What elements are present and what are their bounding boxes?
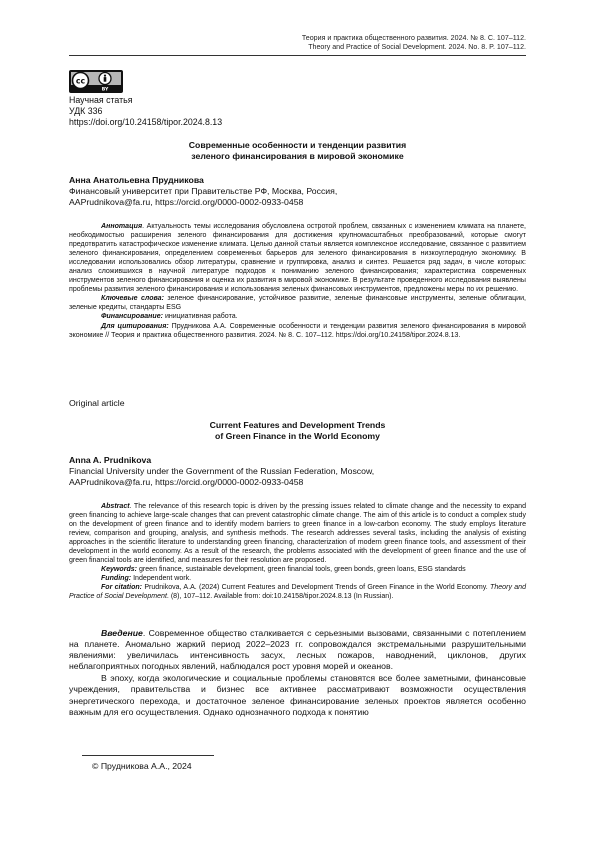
abstract-en-block	[69, 502, 526, 602]
funding-ru-label: Финансирование:	[101, 313, 163, 321]
keywords-ru-text: зеленое финансирование, устойчивое развитие, зеленые финансовые инструменты, зеленые облигации, зеленые кредиты, стандарты ESG	[69, 295, 526, 312]
keywords-ru	[69, 294, 526, 312]
running-header-ru: Теория и практика общественного развития. 2024. № 8. С. 107–112.	[301, 34, 526, 42]
article-type-en: Original article	[69, 398, 125, 408]
running-header	[226, 34, 526, 52]
abstract-ru-text: . Актуальность темы исследования обусловлена остротой проблем, связанных с изменением климата на планете, необходимостью расширения зеленого финансирования для достижения крупномасштабных преобразований, которые смогут предотвратить катастрофическое изменение климата. Целью данной статьи является комплексное исследование, связанное с развитием зеленого финансирования, определением современных барьеров для зеленого финансирования в низкоуглеродную экономику. В исследовании использовались обзор литературы, сравнение и группировка, анализ и синтез. Решается ряд задач, в числе которых: анализ сложившихся в научной литературе подходов к пониманию зеленого финансирования; характеристика современных инструментов зеленого финансирования и оценка их развития в мировой экономике. В результате проведенного исследования выявлены проблемы развития зеленого финансирования и использования зеленых финансовых инструментов, предложены меры по их решению.	[69, 223, 526, 294]
citation-en-label: For citation:	[101, 584, 143, 592]
body-text	[69, 628, 526, 718]
intro-label: Введение	[101, 628, 143, 638]
intro-paragraph	[69, 628, 526, 672]
citation-en	[69, 583, 526, 601]
funding-ru-text: инициативная работа.	[162, 313, 238, 321]
title-en	[69, 420, 526, 442]
body-paragraph-2: В эпоху, когда экологические и социальные проблемы становятся все более заметными, финансовые учреждения, правительства и бизнес все активнее рассматривают возможности осуществления энергетического перехода, и достаточное зеленое финансирование зеленых проектов является особенно важным для его осуществления. Однако однозначного подхода к понятию	[69, 673, 526, 717]
citation-en-journal: Theory and Practice of Social Development	[69, 584, 526, 601]
title-ru-line2: зеленого финансирования в мировой экономике	[191, 151, 404, 161]
cc-mark: cc	[75, 76, 86, 86]
citation-ru-label: Для цитирования:	[101, 322, 169, 330]
citation-en-text-2: . (8), 107–112. Available from: doi:10.24158/tipor.2024.8.13 (In Russian).	[166, 593, 394, 601]
funding-en-text: Independent work.	[131, 575, 192, 583]
affiliation-ru	[69, 186, 529, 208]
affiliation-en-line: Financial University under the Government of the Russian Federation, Moscow,	[69, 466, 375, 476]
footnote-divider	[82, 755, 214, 756]
funding-ru	[69, 312, 526, 321]
funding-en-label: Funding:	[101, 575, 132, 583]
title-en-line2: of Green Finance in the World Economy	[215, 431, 380, 441]
abstract-en-label: Abstract	[101, 503, 130, 510]
header-divider	[69, 55, 526, 56]
title-en-line1: Current Features and Development Trends	[209, 420, 386, 430]
udc-code: УДК 336	[69, 106, 103, 116]
citation-ru-text: Прудникова А.А. Современные особенности и тенденции развития зеленого финансирования в мировой экономике // Теория и практика общественного развития. 2024. № 8. С. 107–112. https://doi.org/10.24158/tipor.2024.8.13.	[69, 322, 526, 339]
keywords-en-text: green finance, sustainable development, green financial tools, green bonds, green loans, ESG standards	[137, 566, 466, 574]
doi-link[interactable]: https://doi.org/10.24158/tipor.2024.8.13	[69, 117, 223, 127]
author-name-en: Anna A. Prudnikova	[69, 455, 152, 465]
running-header-en: Theory and Practice of Social Development. 2024. No. 8. P. 107–112.	[308, 42, 526, 51]
keywords-en	[69, 565, 526, 574]
abstract-ru-label: Аннотация	[101, 223, 143, 230]
abstract-ru	[69, 222, 526, 294]
contacts-ru[interactable]: AAPrudnikova@fa.ru, https://orcid.org/0000-0002-0933-0458	[69, 197, 304, 207]
copyright-notice: © Прудникова А.А., 2024	[92, 761, 192, 771]
article-type-ru: Научная статья	[69, 95, 133, 105]
title-ru-line1: Современные особенности и тенденции развития	[188, 140, 407, 150]
abstract-en	[69, 502, 526, 565]
cc-by-logo	[70, 71, 122, 92]
abstract-ru-block	[69, 222, 526, 340]
keywords-ru-label: Ключевые слова:	[101, 295, 164, 303]
abstract-en-text: . The relevance of this research topic is driven by the pressing issues related to climate change and the necessity to expand green financing to achieve large-scale changes that can prevent catastrophic climate change. The aim of this article is to conduct a complex study on the development of green finance and to identify modern barriers to green finance in a low-carbon economy. The study employs literature review, comparison and grouping, analysis, and synthesis methods. The research addresses several tasks, including the analysis of existing approaches in the scientific literature to understanding green financing, characterization of modern green finance tools, and assessment of their development in the world economy. As a result of the research, the problems associated with the development of green finance and the use of green financial tools are identified, and measures for their resolution are proposed.	[69, 503, 526, 565]
keywords-en-label: Keywords:	[101, 566, 138, 574]
by-mark: BY	[101, 87, 109, 92]
affiliation-ru-line: Финансовый университет при Правительстве РФ, Москва, Россия,	[69, 186, 338, 196]
citation-ru	[69, 322, 526, 340]
citation-en-text-1: Prudnikova, A.A. (2024) Current Features and Development Trends of Green Finance in the World Economy.	[142, 584, 491, 592]
affiliation-en	[69, 466, 529, 488]
title-ru	[69, 140, 526, 162]
funding-en	[69, 574, 526, 583]
author-name-ru: Анна Анатольевна Прудникова	[69, 175, 204, 185]
cc-by-license-icon[interactable]	[69, 70, 123, 93]
article-meta	[69, 95, 222, 128]
intro-text: . Современное общество сталкивается с серьезными вызовами, связанными с потеплением на планете. Аномально жаркий период 2022–2023 гг. сопровождался экстремальными разрушительными явлениями: увеличилась интенсивность засух, лесных пожаров, наводнений, циклонов, других неблагоприятных погодных явлений, наблюдался рост уровня морей и океанов.	[69, 628, 526, 672]
contacts-en[interactable]: AAPrudnikova@fa.ru, https://orcid.org/0000-0002-0933-0458	[69, 477, 304, 487]
